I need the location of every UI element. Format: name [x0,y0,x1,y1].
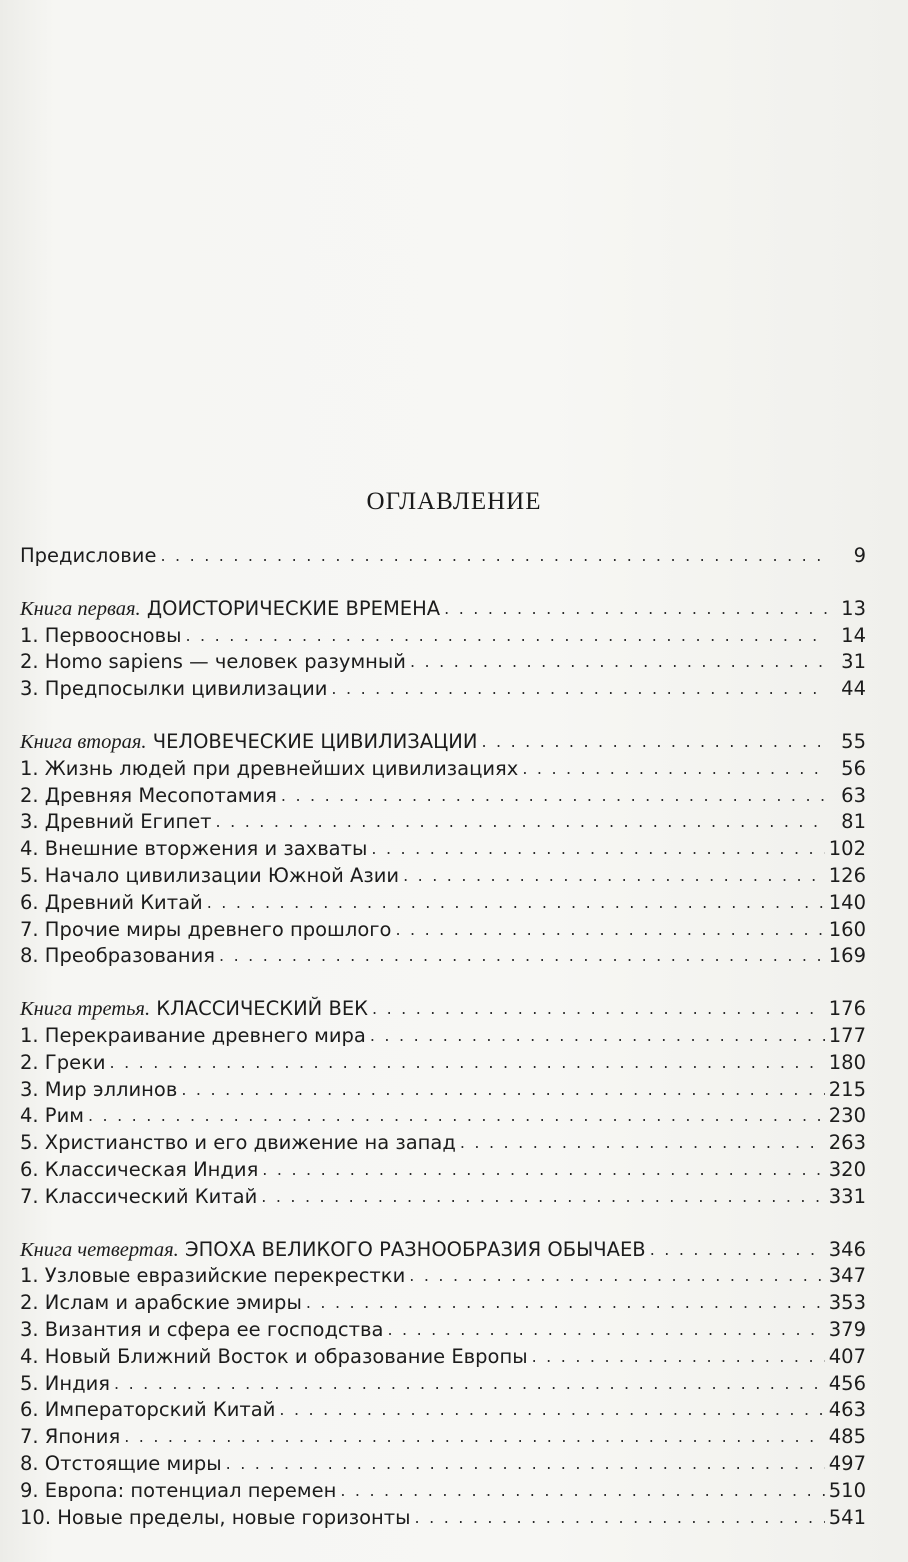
toc-entry-title: 3. Мир эллинов [20,1077,178,1101]
toc-entry [20,943,866,970]
page-title: ОГЛАВЛЕНИЕ [366,488,542,515]
toc-book-number: Книга вторая. [20,730,147,753]
dot-leader [460,1130,825,1157]
toc-page-number: 215 [828,1077,866,1101]
toc-book-heading [20,729,866,756]
toc-entry-title: Предисловие [20,544,157,567]
toc-entry-label [20,543,156,570]
toc-book-heading [20,596,866,623]
dot-leader [262,1157,824,1184]
toc-entry-title: 6. Классическая Индия [20,1157,259,1181]
toc-entry [20,1050,866,1077]
toc-entry-title: 4. Рим [20,1104,84,1128]
toc-entry-title: 10. Новые пределы, новые горизонты [20,1505,411,1529]
toc-page-number: 13 [841,596,866,620]
toc-entry-label [20,1237,646,1264]
toc-page-number: 169 [828,944,866,968]
toc-entry-label [20,1157,258,1184]
toc-entry-title: ЧЕЛОВЕЧЕСКИЕ ЦИВИЛИЗАЦИИ [146,729,478,753]
toc-page-number: 263 [828,1131,866,1155]
toc-page-number: 160 [828,917,866,941]
dot-leader [279,1397,824,1424]
toc-entry [20,917,866,944]
dot-leader [216,809,828,836]
toc-entry-title: 5. Христианство и его движение на запад [20,1131,456,1155]
toc-entry-label [20,1344,528,1371]
toc-entry-label [20,1397,275,1424]
dot-leader [415,1505,825,1532]
toc-entry [20,649,866,676]
dot-leader [207,890,825,917]
dot-leader [409,1263,825,1290]
dot-leader [88,1103,825,1130]
toc-entry-label [20,996,368,1023]
toc-page-number: 347 [828,1264,866,1288]
toc-entry-label [20,1077,177,1104]
toc-entry-label [20,649,406,676]
toc-entry-title: 5. Начало цивилизации Южной Азии [20,863,400,887]
toc-entry-title: ЭПОХА ВЕЛИКОГО РАЗНООБРАЗИЯ ОБЫЧАЕВ [178,1237,646,1261]
dot-leader [410,649,828,676]
toc-entry-title: 4. Внешние вторжения и захваты [20,837,368,861]
toc-entry-label [20,1290,302,1317]
toc-entry-label [20,1263,405,1290]
toc-entry-label [20,863,399,890]
toc-entry [20,1290,866,1317]
toc-entry-title: 3. Византия и сфера ее господства [20,1317,384,1341]
dot-leader [387,1317,824,1344]
toc-page-number: 31 [841,650,866,674]
toc-page-number: 331 [828,1184,866,1208]
toc-entry-label [20,623,181,650]
dot-leader [185,623,828,650]
toc-entry [20,1130,866,1157]
toc-entry-title: 3. Предпосылки цивилизации [20,677,328,701]
dot-leader [371,836,824,863]
toc-entry [20,890,866,917]
toc-entry-title: КЛАССИЧЕСКИЙ ВЕК [150,997,369,1021]
toc-page-number: 353 [828,1291,866,1315]
dot-leader [522,756,828,783]
toc-entry-label [20,836,367,863]
toc-entry-title: 1. Перекраивание древнего мира [20,1023,366,1047]
dot-leader [532,1344,825,1371]
dot-leader [219,943,825,970]
toc-entry [20,623,866,650]
toc-entry-title: 8. Преобразования [20,944,216,968]
dot-leader [481,729,828,756]
dot-leader [114,1371,825,1398]
dot-leader [160,543,828,570]
toc-page-number: 510 [828,1478,866,1502]
toc-entry-title: 3. Древний Египет [20,810,212,834]
toc-book-heading [20,996,866,1023]
dot-leader [226,1451,825,1478]
toc-entry [20,1023,866,1050]
toc-entry-title: 7. Япония [20,1425,121,1449]
toc-entry-title: 7. Классический Китай [20,1184,258,1208]
toc-page-number: 320 [828,1157,866,1181]
toc-entry-title: 2. Древняя Месопотамия [20,783,277,807]
toc-entry-label [20,1130,456,1157]
toc-entry [20,1157,866,1184]
dot-leader [331,676,828,703]
toc-entry-title: 2. Греки [20,1050,106,1074]
toc-entry [20,1317,866,1344]
toc-entry-label [20,1050,106,1077]
toc-page-number: 9 [853,544,866,567]
toc-entry-label [20,729,477,756]
toc-entry-label [20,1371,110,1398]
toc-entry-title: 2. Ислам и арабские эмиры [20,1291,302,1315]
dot-leader [650,1237,825,1264]
toc-entry [20,543,866,570]
dot-leader [281,783,828,810]
dot-leader [340,1478,824,1505]
toc-entry-title: 7. Прочие миры древнего прошлого [20,917,392,941]
toc-entry-label [20,676,327,703]
toc-page-number: 180 [828,1050,866,1074]
toc-page-number: 463 [828,1398,866,1422]
toc-entry [20,836,866,863]
toc-entry [20,1184,866,1211]
toc-entry-label [20,809,212,836]
toc-page-number: 497 [828,1451,866,1475]
toc-entry-title: 2. Homo sapiens — человек разумный [20,650,406,674]
toc-entry-label [20,890,203,917]
toc-entry-title: 5. Индия [20,1371,111,1395]
toc-page-number: 102 [828,837,866,861]
toc-entry-label [20,943,215,970]
toc-entry-title: 8. Отстоящие миры [20,1451,222,1475]
toc-entry-label [20,1451,222,1478]
toc-page-number: 346 [828,1237,866,1261]
toc-entry-label [20,596,440,623]
dot-leader [306,1290,825,1317]
toc-entry-label [20,1184,257,1211]
toc-page-number: 63 [841,783,866,807]
toc-entry-label [20,1103,84,1130]
toc-entry [20,1371,866,1398]
toc-page-number: 14 [841,623,866,647]
toc-entry-label [20,1505,411,1532]
toc-page-number: 55 [841,729,866,753]
toc-entry [20,1451,866,1478]
dot-leader [372,996,825,1023]
dot-leader [110,1050,825,1077]
toc-page-number: 456 [828,1371,866,1395]
toc-page-number: 485 [828,1425,866,1449]
dot-leader [403,863,825,890]
toc-entry [20,1424,866,1451]
toc-entry [20,1505,866,1532]
dot-leader [261,1184,825,1211]
dot-leader [181,1077,824,1104]
toc-page-number: 126 [828,863,866,887]
toc-entry-label [20,1317,383,1344]
toc-page-number: 379 [828,1317,866,1341]
toc-entry [20,863,866,890]
toc-book-number: Книга первая. [20,597,141,620]
toc-page-number: 407 [828,1344,866,1368]
toc-entry-title: 1. Узловые евразийские перекрестки [20,1264,406,1288]
toc-entry [20,809,866,836]
toc-entry-label [20,1424,120,1451]
dot-leader [370,1023,825,1050]
toc-entry [20,1103,866,1130]
toc-entry-title: 1. Первоосновы [20,623,182,647]
toc-entry [20,1077,866,1104]
toc-entry [20,676,866,703]
toc-entry-label [20,1023,366,1050]
dot-leader [124,1424,825,1451]
toc-entry-title: 9. Европа: потенциал перемен [20,1478,337,1502]
dot-leader [395,917,824,944]
toc-entry-title: 1. Жизнь людей при древнейших цивилизациях [20,756,519,780]
toc-entry-title: ДОИСТОРИЧЕСКИЕ ВРЕМЕНА [140,596,441,620]
toc-entry-title: 6. Древний Китай [20,890,203,914]
toc-entry-title: 4. Новый Ближний Восток и образование Европы [20,1344,528,1368]
toc-entry [20,1263,866,1290]
toc-entry-label [20,1478,336,1505]
toc-page-number: 177 [828,1023,866,1047]
toc-page-number: 56 [841,756,866,780]
toc-page-number: 44 [841,677,866,701]
table-of-contents [20,543,866,1531]
toc-entry [20,1344,866,1371]
toc-page-number: 140 [828,890,866,914]
toc-entry-title: 6. Императорский Китай [20,1398,276,1422]
toc-page-number: 230 [828,1104,866,1128]
toc-entry [20,1478,866,1505]
toc-book-heading [20,1237,866,1264]
toc-book-number: Книга третья. [20,998,151,1021]
toc-entry [20,1397,866,1424]
toc-book-number: Книга четвертая. [20,1238,179,1261]
toc-entry-label [20,756,518,783]
toc-page-number: 541 [828,1505,866,1529]
toc-page-number: 176 [828,997,866,1021]
dot-leader [444,596,828,623]
toc-entry-label [20,917,391,944]
toc-entry [20,783,866,810]
toc-entry [20,756,866,783]
toc-page-number: 81 [841,810,866,834]
toc-entry-label [20,783,277,810]
